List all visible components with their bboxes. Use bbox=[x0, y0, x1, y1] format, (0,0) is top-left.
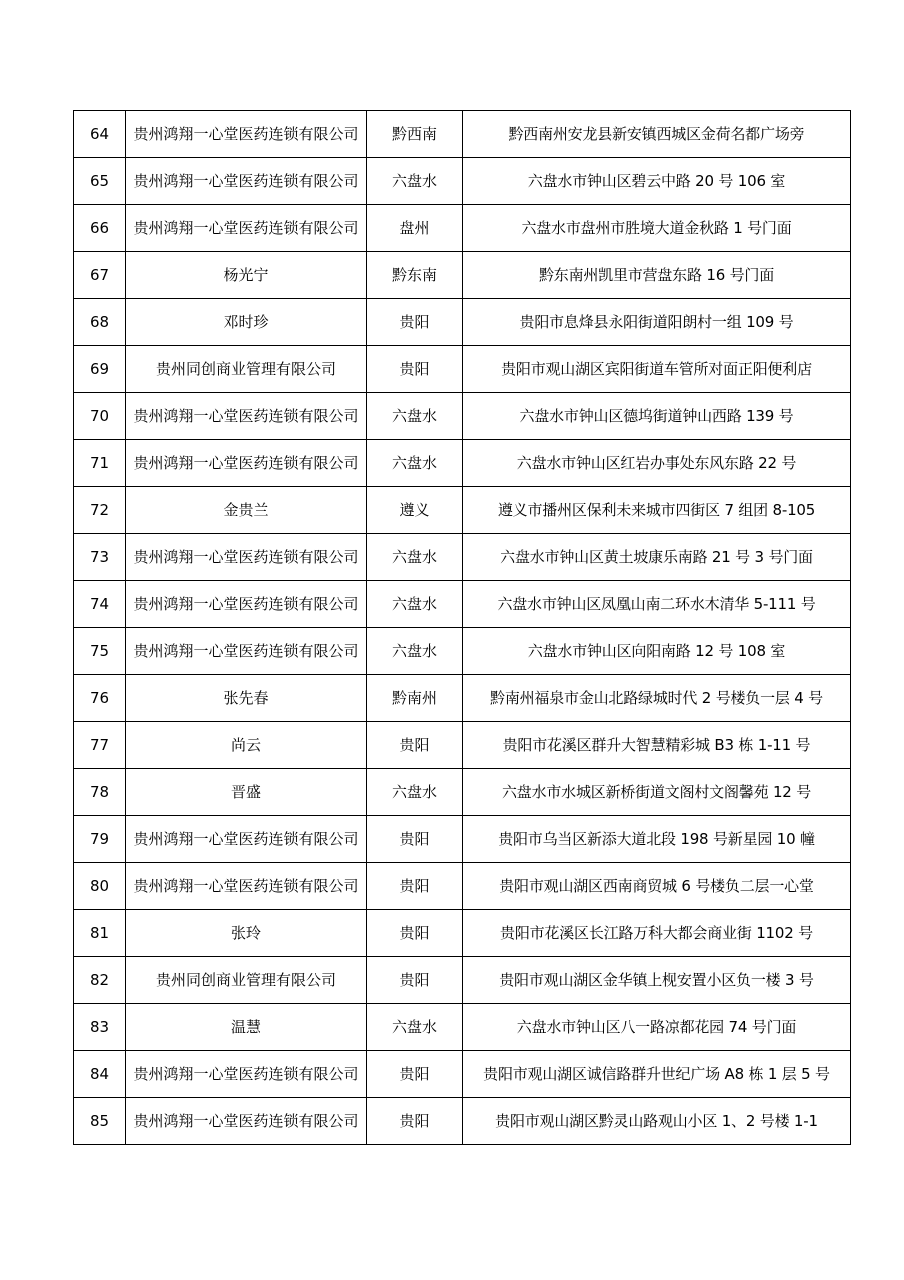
region-cell: 贵阳 bbox=[367, 722, 463, 769]
region-cell: 黔西南 bbox=[367, 111, 463, 158]
region-cell: 贵阳 bbox=[367, 346, 463, 393]
business-name-cell: 贵州鸿翔一心堂医药连锁有限公司 bbox=[126, 1098, 367, 1145]
region-cell: 贵阳 bbox=[367, 910, 463, 957]
row-number-cell: 71 bbox=[74, 440, 126, 487]
region-cell: 黔南州 bbox=[367, 675, 463, 722]
address-cell: 六盘水市盘州市胜境大道金秋路 1 号门面 bbox=[463, 205, 851, 252]
table-row bbox=[74, 440, 851, 487]
business-name-cell: 温慧 bbox=[126, 1004, 367, 1051]
row-number-cell: 66 bbox=[74, 205, 126, 252]
region-cell: 贵阳 bbox=[367, 816, 463, 863]
business-name-cell: 贵州鸿翔一心堂医药连锁有限公司 bbox=[126, 111, 367, 158]
table-row bbox=[74, 111, 851, 158]
document-page bbox=[73, 110, 850, 1145]
business-name-cell: 晋盛 bbox=[126, 769, 367, 816]
row-number-cell: 78 bbox=[74, 769, 126, 816]
table-row bbox=[74, 205, 851, 252]
address-cell: 六盘水市钟山区德坞街道钟山西路 139 号 bbox=[463, 393, 851, 440]
address-cell: 贵阳市乌当区新添大道北段 198 号新星园 10 幢 bbox=[463, 816, 851, 863]
region-cell: 贵阳 bbox=[367, 1098, 463, 1145]
business-name-cell: 邓时珍 bbox=[126, 299, 367, 346]
table-row bbox=[74, 957, 851, 1004]
address-cell: 六盘水市钟山区八一路凉都花园 74 号门面 bbox=[463, 1004, 851, 1051]
row-number-cell: 73 bbox=[74, 534, 126, 581]
table-row bbox=[74, 252, 851, 299]
business-name-cell: 贵州鸿翔一心堂医药连锁有限公司 bbox=[126, 628, 367, 675]
region-cell: 遵义 bbox=[367, 487, 463, 534]
table-row bbox=[74, 393, 851, 440]
address-cell: 贵阳市观山湖区宾阳街道车管所对面正阳便利店 bbox=[463, 346, 851, 393]
region-cell: 六盘水 bbox=[367, 769, 463, 816]
table-row bbox=[74, 487, 851, 534]
table-row bbox=[74, 816, 851, 863]
address-cell: 遵义市播州区保利未来城市四街区 7 组团 8-105 bbox=[463, 487, 851, 534]
address-cell: 六盘水市钟山区凤凰山南二环水木清华 5-111 号 bbox=[463, 581, 851, 628]
row-number-cell: 70 bbox=[74, 393, 126, 440]
row-number-cell: 69 bbox=[74, 346, 126, 393]
table-row bbox=[74, 722, 851, 769]
address-cell: 六盘水市钟山区黄土坡康乐南路 21 号 3 号门面 bbox=[463, 534, 851, 581]
row-number-cell: 77 bbox=[74, 722, 126, 769]
address-cell: 贵阳市息烽县永阳街道阳朗村一组 109 号 bbox=[463, 299, 851, 346]
business-name-cell: 贵州鸿翔一心堂医药连锁有限公司 bbox=[126, 816, 367, 863]
table-row bbox=[74, 534, 851, 581]
row-number-cell: 76 bbox=[74, 675, 126, 722]
table-row bbox=[74, 1051, 851, 1098]
table-row bbox=[74, 581, 851, 628]
address-cell: 贵阳市花溪区长江路万科大都会商业街 1102 号 bbox=[463, 910, 851, 957]
business-name-cell: 杨光宁 bbox=[126, 252, 367, 299]
address-cell: 贵阳市观山湖区金华镇上枧安置小区负一楼 3 号 bbox=[463, 957, 851, 1004]
business-name-cell: 贵州鸿翔一心堂医药连锁有限公司 bbox=[126, 581, 367, 628]
business-name-cell: 贵州鸿翔一心堂医药连锁有限公司 bbox=[126, 1051, 367, 1098]
region-cell: 六盘水 bbox=[367, 440, 463, 487]
table-row bbox=[74, 675, 851, 722]
table-body bbox=[74, 111, 851, 1145]
table-row bbox=[74, 628, 851, 675]
business-name-cell: 贵州鸿翔一心堂医药连锁有限公司 bbox=[126, 863, 367, 910]
store-list-table bbox=[73, 110, 851, 1145]
address-cell: 贵阳市观山湖区诚信路群升世纪广场 A8 栋 1 层 5 号 bbox=[463, 1051, 851, 1098]
region-cell: 黔东南 bbox=[367, 252, 463, 299]
address-cell: 黔东南州凯里市营盘东路 16 号门面 bbox=[463, 252, 851, 299]
address-cell: 六盘水市钟山区碧云中路 20 号 106 室 bbox=[463, 158, 851, 205]
address-cell: 黔西南州安龙县新安镇西城区金荷名都广场旁 bbox=[463, 111, 851, 158]
row-number-cell: 80 bbox=[74, 863, 126, 910]
address-cell: 贵阳市观山湖区黔灵山路观山小区 1、2 号楼 1-1 bbox=[463, 1098, 851, 1145]
region-cell: 盘州 bbox=[367, 205, 463, 252]
address-cell: 六盘水市钟山区红岩办事处东风东路 22 号 bbox=[463, 440, 851, 487]
business-name-cell: 贵州鸿翔一心堂医药连锁有限公司 bbox=[126, 393, 367, 440]
table-row bbox=[74, 1098, 851, 1145]
region-cell: 贵阳 bbox=[367, 957, 463, 1004]
row-number-cell: 81 bbox=[74, 910, 126, 957]
row-number-cell: 65 bbox=[74, 158, 126, 205]
row-number-cell: 75 bbox=[74, 628, 126, 675]
table-row bbox=[74, 158, 851, 205]
address-cell: 贵阳市花溪区群升大智慧精彩城 B3 栋 1-11 号 bbox=[463, 722, 851, 769]
business-name-cell: 张玲 bbox=[126, 910, 367, 957]
table-row bbox=[74, 863, 851, 910]
address-cell: 黔南州福泉市金山北路绿城时代 2 号楼负一层 4 号 bbox=[463, 675, 851, 722]
address-cell: 贵阳市观山湖区西南商贸城 6 号楼负二层一心堂 bbox=[463, 863, 851, 910]
table-row bbox=[74, 1004, 851, 1051]
row-number-cell: 84 bbox=[74, 1051, 126, 1098]
row-number-cell: 85 bbox=[74, 1098, 126, 1145]
row-number-cell: 74 bbox=[74, 581, 126, 628]
region-cell: 六盘水 bbox=[367, 158, 463, 205]
row-number-cell: 68 bbox=[74, 299, 126, 346]
address-cell: 六盘水市钟山区向阳南路 12 号 108 室 bbox=[463, 628, 851, 675]
row-number-cell: 72 bbox=[74, 487, 126, 534]
region-cell: 六盘水 bbox=[367, 1004, 463, 1051]
table-row bbox=[74, 299, 851, 346]
business-name-cell: 金贵兰 bbox=[126, 487, 367, 534]
business-name-cell: 张先春 bbox=[126, 675, 367, 722]
region-cell: 六盘水 bbox=[367, 628, 463, 675]
business-name-cell: 尚云 bbox=[126, 722, 367, 769]
row-number-cell: 64 bbox=[74, 111, 126, 158]
region-cell: 贵阳 bbox=[367, 863, 463, 910]
business-name-cell: 贵州鸿翔一心堂医药连锁有限公司 bbox=[126, 440, 367, 487]
region-cell: 贵阳 bbox=[367, 1051, 463, 1098]
region-cell: 六盘水 bbox=[367, 393, 463, 440]
business-name-cell: 贵州鸿翔一心堂医药连锁有限公司 bbox=[126, 534, 367, 581]
business-name-cell: 贵州鸿翔一心堂医药连锁有限公司 bbox=[126, 205, 367, 252]
table-row bbox=[74, 769, 851, 816]
business-name-cell: 贵州同创商业管理有限公司 bbox=[126, 346, 367, 393]
row-number-cell: 82 bbox=[74, 957, 126, 1004]
region-cell: 六盘水 bbox=[367, 534, 463, 581]
table-row bbox=[74, 910, 851, 957]
region-cell: 六盘水 bbox=[367, 581, 463, 628]
region-cell: 贵阳 bbox=[367, 299, 463, 346]
row-number-cell: 67 bbox=[74, 252, 126, 299]
table-row bbox=[74, 346, 851, 393]
row-number-cell: 79 bbox=[74, 816, 126, 863]
address-cell: 六盘水市水城区新桥街道文阁村文阁馨苑 12 号 bbox=[463, 769, 851, 816]
business-name-cell: 贵州同创商业管理有限公司 bbox=[126, 957, 367, 1004]
row-number-cell: 83 bbox=[74, 1004, 126, 1051]
business-name-cell: 贵州鸿翔一心堂医药连锁有限公司 bbox=[126, 158, 367, 205]
